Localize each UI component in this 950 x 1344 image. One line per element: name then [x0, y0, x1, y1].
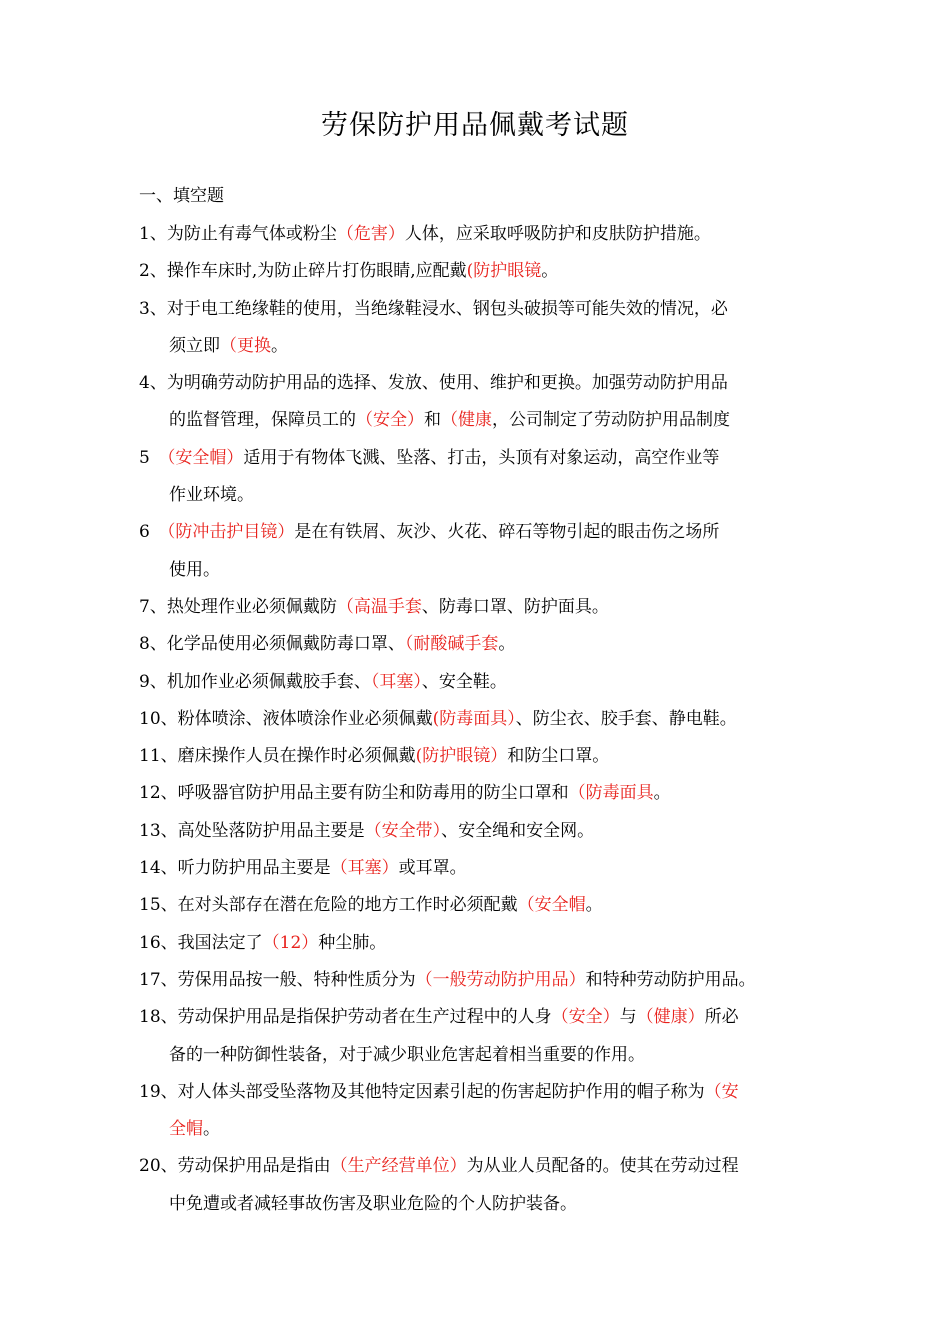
- question-text: 13、高处坠落防护用品主要是: [139, 820, 365, 841]
- question-item: [139, 850, 839, 887]
- answer-text: （高温手套: [336, 596, 422, 617]
- question-text: 。: [498, 634, 516, 655]
- question-item: [139, 216, 839, 253]
- question-line: [139, 1148, 839, 1185]
- question-text: 17、劳保用品按一般、特种性质分为: [139, 969, 416, 990]
- question-text: 1、为防止有毒气体或粉尘: [139, 224, 337, 244]
- question-text: 14、听力防护用品主要是: [139, 858, 331, 879]
- question-item: [139, 589, 839, 626]
- question-text: 8、化学品使用必须佩戴防毒口罩、: [139, 634, 405, 655]
- question-item: [139, 962, 839, 999]
- answer-text: （耐酸碱手套: [404, 634, 499, 655]
- question-text: 所必: [704, 1007, 739, 1028]
- answer-text: （安全）: [356, 410, 424, 431]
- question-line: [139, 589, 839, 626]
- question-text: 7、热处理作业必须佩戴防: [139, 596, 337, 617]
- answer-text: （安全带）: [364, 820, 442, 841]
- question-item: [139, 999, 839, 1074]
- question-line-continued: [139, 402, 839, 439]
- question-item: [139, 291, 839, 366]
- question-text: 2、操作车床时,为防止碎片打伤眼睛,应配戴: [139, 261, 467, 282]
- question-line: [139, 440, 839, 477]
- answer-text: （一般劳动防护用品）: [415, 969, 586, 990]
- question-text: 作业环境。: [169, 485, 254, 506]
- question-line: [139, 775, 839, 812]
- question-text: 6: [139, 522, 167, 543]
- question-line-continued: [139, 477, 839, 514]
- question-item: [139, 514, 839, 589]
- question-text: 。: [653, 783, 671, 804]
- answer-text: （健康）: [636, 1007, 705, 1028]
- section-heading: 一、填空题: [139, 186, 224, 206]
- answer-text: （健康: [441, 410, 492, 431]
- answer-text: （耳塞）: [370, 671, 422, 692]
- question-text: 和: [424, 410, 441, 431]
- answer-text: (防毒面具）: [432, 708, 516, 729]
- question-line-continued: [139, 328, 839, 365]
- question-text: 。: [541, 261, 559, 282]
- question-line: [139, 365, 839, 402]
- question-line: [139, 850, 839, 887]
- question-item: [139, 253, 839, 290]
- answer-text: （安全）: [551, 1007, 620, 1028]
- question-item: [139, 440, 839, 515]
- question-line: [139, 813, 839, 850]
- question-text: 适用于有物体飞溅、坠落、打击，头顶有对象运动，高空作业等: [243, 447, 720, 468]
- question-text: 、安全绳和安全网。: [441, 820, 595, 841]
- answer-text: （更换: [220, 335, 271, 356]
- answer-text: （耳塞）: [330, 858, 399, 879]
- question-text: 是在有铁屑、灰沙、火花、碎石等物引起的眼击伤之场所: [294, 522, 720, 543]
- question-text: 9、机加作业必须佩戴胶手套、: [139, 671, 371, 692]
- question-text: 人体，应采取呼吸防护和皮肤防护措施。: [404, 224, 711, 244]
- question-item: [139, 775, 839, 812]
- question-text: 、防尘衣、胶手套、静电鞋。: [515, 708, 737, 729]
- question-item: [139, 664, 839, 701]
- question-line: [139, 701, 839, 738]
- answer-text: （危害）: [336, 224, 405, 244]
- question-line: [139, 738, 839, 775]
- question-item: [139, 701, 839, 738]
- question-item: [139, 365, 839, 440]
- question-text: 5: [139, 447, 167, 468]
- document-title: 劳保防护用品佩戴考试题: [321, 110, 629, 141]
- question-text: 或耳罩。: [398, 858, 467, 879]
- answer-text: （防冲击护目镜）: [166, 522, 295, 543]
- answer-text: （防毒面具: [568, 783, 654, 804]
- question-text: 、防毒口罩、防护面具。: [421, 596, 609, 617]
- question-line-continued: [139, 1186, 839, 1223]
- answer-text: 全帽: [169, 1119, 203, 1140]
- question-line: [139, 626, 839, 663]
- question-line: [139, 291, 839, 328]
- question-text: 。: [203, 1119, 220, 1140]
- question-item: [139, 1074, 839, 1149]
- question-text: 4、为明确劳动防护用品的选择、发放、使用、维护和更换。加强劳动防护用品: [139, 373, 728, 394]
- answer-text: （安全帽: [517, 895, 586, 916]
- question-item: [139, 925, 839, 962]
- question-text: 12、呼吸器官防护用品主要有防尘和防毒用的防尘口罩和: [139, 783, 569, 804]
- question-text: 与: [619, 1007, 637, 1028]
- answer-text: （安: [704, 1081, 739, 1102]
- question-text: 3、对于电工绝缘鞋的使用，当绝缘鞋浸水、钢包头破损等可能失效的情况，必: [139, 298, 728, 319]
- question-text: 使用。: [169, 559, 220, 580]
- question-text: 为从业人员配备的。使其在劳动过程: [466, 1156, 739, 1177]
- question-item: [139, 813, 839, 850]
- question-line: [139, 887, 839, 924]
- question-line: [139, 253, 839, 290]
- question-text: 。: [585, 895, 603, 916]
- question-line: [139, 514, 839, 551]
- answer-text: （生产经营单位）: [330, 1156, 467, 1177]
- question-line: [139, 1074, 839, 1111]
- question-text: 18、劳动保护用品是指保护劳动者在生产过程中的人身: [139, 1007, 552, 1028]
- question-line: [139, 962, 839, 999]
- question-text: 须立即: [169, 335, 220, 356]
- question-text: 中免遭或者减轻事故伤害及职业危险的个人防护装备。: [169, 1193, 577, 1214]
- question-text: 和防尘口罩。: [507, 746, 610, 767]
- answer-text: (防护眼镜: [466, 261, 542, 282]
- answer-text: （安全帽）: [166, 447, 244, 468]
- question-text: 15、在对头部存在潜在危险的地方工作时必须配戴: [139, 895, 518, 916]
- question-line: [139, 216, 839, 253]
- question-line: [139, 925, 839, 962]
- question-line: [139, 999, 839, 1036]
- answer-text: （12）: [262, 932, 319, 953]
- question-text: 种尘肺。: [318, 932, 387, 953]
- question-item: [139, 1148, 839, 1223]
- question-line: [139, 664, 839, 701]
- question-list: [139, 216, 839, 1223]
- question-text: 的监督管理，保障员工的: [169, 410, 356, 431]
- question-item: [139, 626, 839, 663]
- question-text: 11、磨床操作人员在操作时必须佩戴: [139, 746, 416, 767]
- question-line-continued: [139, 1111, 839, 1148]
- question-text: 备的一种防御性装备，对于减少职业危害起着相当重要的作用。: [169, 1044, 645, 1065]
- question-text: 16、我国法定了: [139, 932, 263, 953]
- question-line-continued: [139, 552, 839, 589]
- question-text: 19、对人体头部受坠落物及其他特定因素引起的伤害起防护作用的帽子称为: [139, 1081, 705, 1102]
- question-text: 20、劳动保护用品是指由: [139, 1156, 331, 1177]
- question-text: 和特种劳动防护用品。: [585, 969, 756, 990]
- question-item: [139, 887, 839, 924]
- question-text: 、安全鞋。: [421, 671, 507, 692]
- question-line-continued: [139, 1037, 839, 1074]
- question-item: [139, 738, 839, 775]
- answer-text: (防护眼镜）: [415, 746, 508, 767]
- question-text: ，公司制定了劳动防护用品制度: [492, 410, 730, 431]
- question-text: 。: [271, 335, 288, 356]
- question-text: 10、粉体喷涂、液体喷涂作业必须佩戴: [139, 708, 433, 729]
